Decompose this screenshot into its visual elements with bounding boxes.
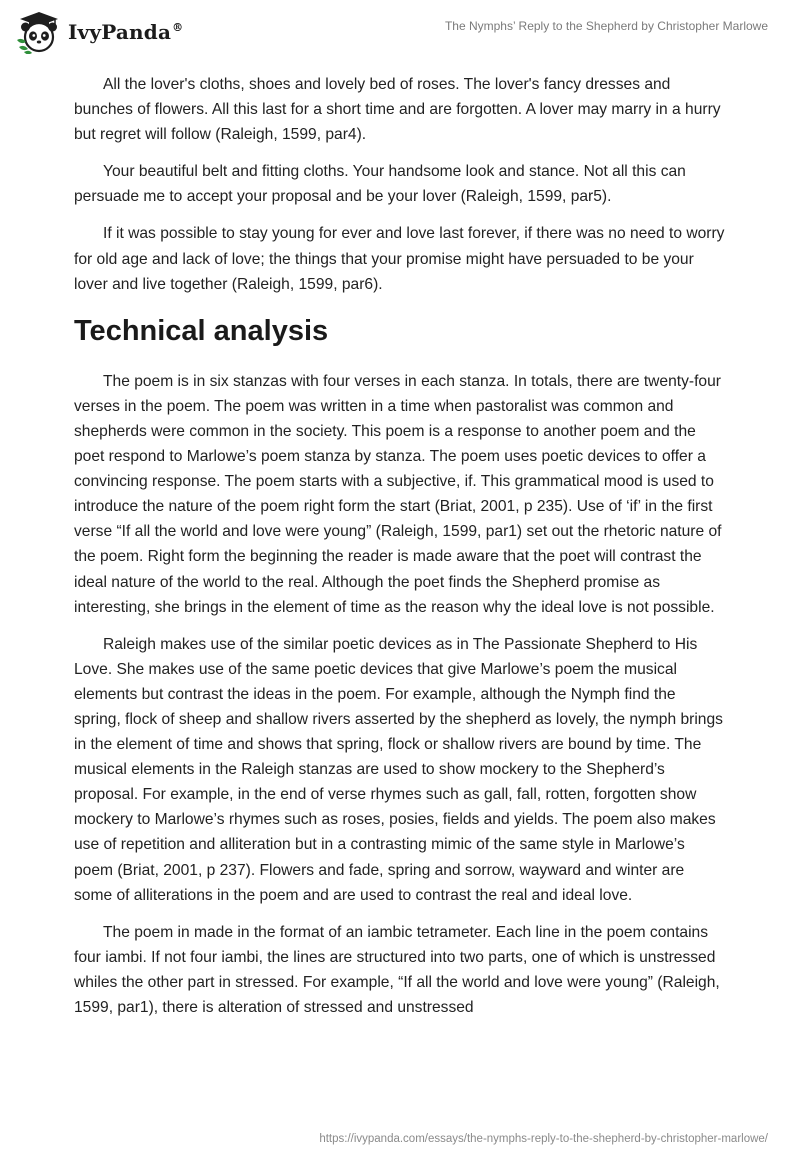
paragraph: If it was possible to stay young for ever and love last forever, if there was no need to worry for old age and lack of love; the things that your promise might have persuaded to be your lover and live together (Raleigh, 1599, par6). bbox=[74, 225, 725, 293]
source-url[interactable]: https://ivypanda.com/essays/the-nymphs-reply-to-the-shepherd-by-christopher-marlowe/ bbox=[319, 1133, 768, 1145]
paragraph: Raleigh makes use of the similar poetic devices as in The Passionate Shepherd to His Love. She makes use of the same poetic devices that give Marlowe’s poem the musical elements but contrast the ideas in the poem. For example, although the Nymph find the spring, flock of sheep and shallow rivers asserted by the shepherd as lovely, the nymph brings in the element of time and shows that spring, flock or shallow rivers are bound by time. The musical elements in the Raleigh stanzas are used to show mockery to the Shepherd’s proposal. For example, in the end of verse rhymes such as gall, fall, rotten, forgotten show mockery to Marlowe’s rhymes such as roses, posies, fields and yields. The poem also makes use of repetition and alliteration but in a contrasting mimic of the same style in Marlowe’s poem (Briat, 2001, p 237). Flowers and fade, spring and sorrow, wayward and winter are some of alliterations in the poem and are used to contrast the real and ideal love. bbox=[74, 635, 723, 904]
paragraph: The poem in made in the format of an iambic tetrameter. Each line in the poem contains four iambi. If not four iambi, the lines are structured into two parts, one of which is unstressed whiles the other part in stressed. For example, “If all the world and love were young” (Raleigh, 1599, par1), there is alteration of stressed and unstressed bbox=[74, 923, 720, 1016]
panda-graduate-icon bbox=[14, 10, 64, 54]
paragraph: Your beautiful belt and fitting cloths. Your handsome look and stance. Not all this can persuade me to accept your proposal and be your lover (Raleigh, 1599, par5). bbox=[74, 163, 686, 206]
page-header bbox=[0, 0, 800, 72]
registered-mark: ® bbox=[172, 21, 184, 35]
ivypanda-logo[interactable] bbox=[14, 10, 183, 54]
document-title: The Nymphs’ Reply to the Shepherd by Christopher Marlowe bbox=[444, 19, 768, 33]
section-heading: Technical analysis bbox=[74, 314, 329, 347]
logo-wordmark: IvyPanda® bbox=[68, 20, 184, 44]
essay-body bbox=[74, 72, 726, 1032]
paragraph: The poem is in six stanzas with four verses in each stanza. In totals, there are twenty-four verses in the poem. The poem was written in a time when pastoralist was common and shepherds were common in the society. This poem is a response to another poem and the poet respond to Marlowe’s poem stanza by stanza. The poem uses poetic devices to offer a convincing response. The poem starts with a subjective, if. This grammatical mood is used to introduce the nature of the poem right form the start (Briat, 2001, p 235). Use of ‘if’ in the first verse “If all the world and love were young” (Raleigh, 1599, par1) set out the rhetoric nature of the poem. Right form the beginning the reader is made aware that the poet will contrast the ideal nature of the world to the real. Although the poet finds the Shepherd promise as interesting, she brings in the element of time as the reason why the ideal love is not possible. bbox=[74, 372, 722, 616]
paragraph: All the lover's cloths, shoes and lovely bed of roses. The lover's fancy dresses and bunches of flowers. All this last for a short time and are forgotten. A lover may marry in a hurry but regret will follow (Raleigh, 1599, par4). bbox=[74, 76, 721, 144]
